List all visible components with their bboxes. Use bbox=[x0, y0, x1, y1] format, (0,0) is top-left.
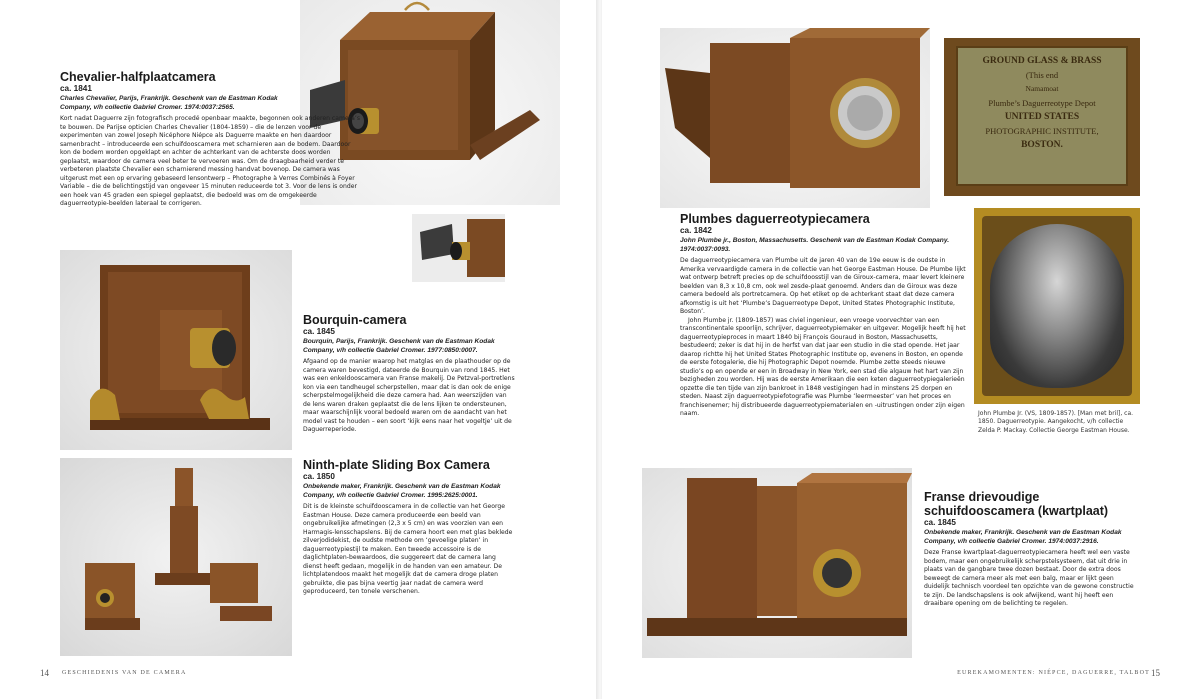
entry-body bbox=[303, 358, 515, 435]
bourquin-camera-photo bbox=[60, 250, 292, 450]
plumbe-portrait-photo bbox=[974, 208, 1140, 404]
entry-title: Chevalier-halfplaatcamera bbox=[60, 70, 216, 84]
right-page bbox=[602, 0, 1200, 699]
label-line: BOSTON. bbox=[1021, 140, 1063, 150]
portrait-caption: John Plumbe Jr. (VS, 1809-1857). [Man met bril], ca. 1850. Daguerreotypie. Aangekocht, v/h collectie Zelda P. Mackay. Collectie George Eastman House. bbox=[978, 410, 1134, 434]
body-paragraph: John Plumbe jr. (1809-1857) was civiel ingenieur, een vroege voorvechter van een transcontinentale spoorlijn, schrijver, daguerreotypiemaker en uitgever. Mogelijk heeft hij het daguerreotypieproces in maart 1840 bij François Gouraud in Boston, Massachusetts, bestudeerd; zeker is dat hij in de herfst van dat jaar een studio in die stad opende. Het jaar daarop richtte hij het United States Photographic Institute op, evenens in Boston, en opende de eerste fotogalerie, die hij Photographic Depot noemde. Plumbe zette steeds nieuwe studio’s op en opende er een in Broadway in New York, een stad die algauw het hart van zijn bezigheden zou worden. Hij was de eerste Amerikaan die een keten daguerreotypiegalerieën opzette die ten tijde van zijn bankroet in 1848 vestigingen had in minstens 25 dorpen en steden. Naast zijn daguerreotypiefotografie was Plumbe ‘leermeester’ van het proces en franchisenemer; hij distribueerde daguerreotypiematerialen en -uitrustingen onder zijn eigen naam. bbox=[680, 316, 966, 417]
entry-body bbox=[680, 257, 970, 419]
entry-date: ca. 1845 bbox=[303, 327, 335, 336]
entry-plumbe bbox=[680, 212, 970, 419]
body-paragraph: Deze Franse kwartplaat-daguerreotypiecamera heeft wel een vaste bodem, maar een ongebruikelijk scherpstelsysteem, dat uit drie in plaats van de gangbare twee dozen bestaat. Door de extra doos beweegt de camera meer als met een balg, maar er lijkt geen duidelijk technisch voordeel ten opzichte van de gewone constructie te zijn. De landschapslens is ook afwijkend, want hij heeft een draaibare opening om de belichting te regelen. bbox=[924, 549, 1134, 607]
entry-body bbox=[60, 115, 360, 209]
entry-date: ca. 1842 bbox=[680, 226, 712, 235]
body-paragraph: Afgaand op de manier waarop het matglas en de plaathouder op de camera waren bevestigd, dateerde de Bourquin van rond 1845. Het was een enkeldooscamera van Franse makelij. De Petzval-portretlens kon via een tandheugel scherpstellen, maar dat is dan ook de enige scherpstelmogelijkheid die deze camera had. Aan weerszijden van de lens waren draken geplaatst die de lens lijken te ondersteunen, maar waarschijnlijk vooral bedoeld waren om de aandacht van het model vast te houden – een soort ‘kijk eens naar het vogeltje’ uit de Daguerreperiode. bbox=[303, 358, 515, 433]
chevalier-detail-photo bbox=[412, 214, 505, 282]
entry-title: Plumbes daguerreotypiecamera bbox=[680, 212, 870, 226]
label-line: UNITED STATES bbox=[1004, 112, 1080, 122]
left-page bbox=[0, 0, 598, 699]
running-head: GESCHIEDENIS VAN DE CAMERA bbox=[62, 670, 187, 676]
label-text-area bbox=[956, 46, 1128, 186]
plumbe-camera-photo bbox=[660, 28, 930, 208]
entry-bourquin bbox=[303, 313, 515, 435]
daguerreotype-image bbox=[990, 224, 1124, 388]
entry-date: ca. 1850 bbox=[303, 472, 335, 481]
portrait-mat bbox=[982, 216, 1132, 396]
label-line: Plumbe’s Daguerreotype Depot bbox=[988, 98, 1096, 108]
body-paragraph: Kort nadat Daguerre zijn fotografisch procedé openbaar maakte, begonnen ook anderen camera’s te bouwen. De Parijse opticien Charles Chevalier (1804-1859) – die de lenzen voor de experimenten van zowel Joseph Nicéphore Niépce als Daguerre maakte en hen daardoor samenbracht – introduceerde een schuifdooscamera met scharnieren aan de bodem. Daardoor kon de bodem worden opgeklapt en achter de achterkant van de achterste doos worden geplaatst, waardoor de camera veel beter te vervoeren was. Om de draagbaarheid verder te verbeteren plaatste Chevalier een scharnierend messing handvat bovenop. De camera was uitgerust met een op ervaring gebaseerd lensontwerp – Photographe à Verres Combinés à Foyer Variable – die de belichtingstijd van ongeveer 15 minuten reduceerde tot 3. Voor de lens is onder een hoek van 45 graden een spiegel geplaatst, die bedoeld was om de omgekeerde daguerreotypie-beelden lateraal te corrigeren. bbox=[60, 115, 361, 207]
entry-ninth-plate bbox=[303, 458, 515, 597]
french-triple-box-camera-photo bbox=[642, 468, 912, 658]
label-line: PHOTOGRAPHIC INSTITUTE, bbox=[985, 126, 1099, 136]
entry-title: Ninth-plate Sliding Box Camera bbox=[303, 458, 490, 472]
entry-french-triple bbox=[924, 490, 1140, 609]
entry-body bbox=[924, 549, 1140, 609]
page-number: 14 bbox=[40, 668, 49, 678]
entry-title: Bourquin-camera bbox=[303, 313, 407, 327]
entry-chevalier bbox=[60, 70, 360, 209]
page-number: 15 bbox=[1151, 668, 1160, 678]
body-paragraph: Dit is de kleinste schuifdooscamera in de collectie van het George Eastman House. Deze camera produceerde een beeld van ongebruikelijke afmetingen (2,3 x 5 cm) en was voorzien van een Harmagis-lensschapslens. Bij de camera hoort een met glas beklede zilverjodidekist, de oudste methode om ‘gevoelige platen’ in daguerreotypiestijl te maken. Een tweede accessoire is de daglichtplaten-bewaardoos, die suggereert dat de camera lang dienst heeft gedaan, mogelijk in de handen van een amateur. De lichtplatendoos maakt het mogelijk dat de camera droge platen gebruikte, die pas bijna veertig jaar nadat de camera werd geproduceerd, ten tonele verschenen. bbox=[303, 503, 513, 595]
entry-body bbox=[303, 503, 515, 597]
running-head: EUREKAMOMENTEN: NIÉPCE, DAGUERRE, TALBOT bbox=[957, 670, 1150, 676]
entry-title: Franse drievoudige schuifdooscamera (kwartplaat) bbox=[924, 490, 1109, 518]
label-line: GROUND GLASS & BRASS bbox=[982, 56, 1102, 66]
entry-credit: Bourquin, Parijs, Frankrijk. Geschenk van de Eastman Kodak Company, v/h collectie Gabriel Cromer. 1977:0850:0007. bbox=[303, 338, 495, 354]
label-line: (This end bbox=[1025, 70, 1059, 80]
entry-credit: Onbekende maker, Frankrijk. Geschenk van de Eastman Kodak Company, v/h collectie Gabriel Cromer. 1995:2625:0001. bbox=[303, 483, 501, 499]
entry-credit: Onbekende maker, Frankrijk. Geschenk van de Eastman Kodak Company, v/h collectie Gabriel Cromer. 1974:0037:2916. bbox=[924, 529, 1122, 545]
entry-date: ca. 1841 bbox=[60, 84, 92, 93]
plumbe-label-photo bbox=[944, 38, 1140, 196]
ninth-plate-camera-photo bbox=[60, 458, 292, 656]
entry-credit: John Plumbe jr., Boston, Massachusetts. Geschenk van de Eastman Kodak Company. 1974:0037:0093. bbox=[680, 237, 950, 253]
body-paragraph: De daguerreotypiecamera van Plumbe uit de jaren 40 van de 19e eeuw is de oudste in Amerika vervaardigde camera in de collectie van het George Eastman House. De Plumbe lijkt wat ontwerp betreft precies op de schuifdoosstijl van de Giroux-camera, maar levert kleinere beelden van 8,3 x 10,8 cm, ook wel zesde-plaat genoemd. Anders dan de Giroux was deze camera bedoeld als portretcamera. Op het etiket op de achterkant staat dat deze camera afkomstig is uit het ‘Plumbe’s Daguerreotype Depot, United States Photographic Institute, Boston’. bbox=[680, 257, 966, 315]
entry-credit: Charles Chevalier, Parijs, Frankrijk. Geschenk van de Eastman Kodak Company, v/h collectie Gabriel Cromer. 1974:0037:2565. bbox=[60, 95, 278, 111]
entry-date: ca. 1845 bbox=[924, 518, 956, 527]
label-line: Namamoat bbox=[1025, 84, 1059, 93]
